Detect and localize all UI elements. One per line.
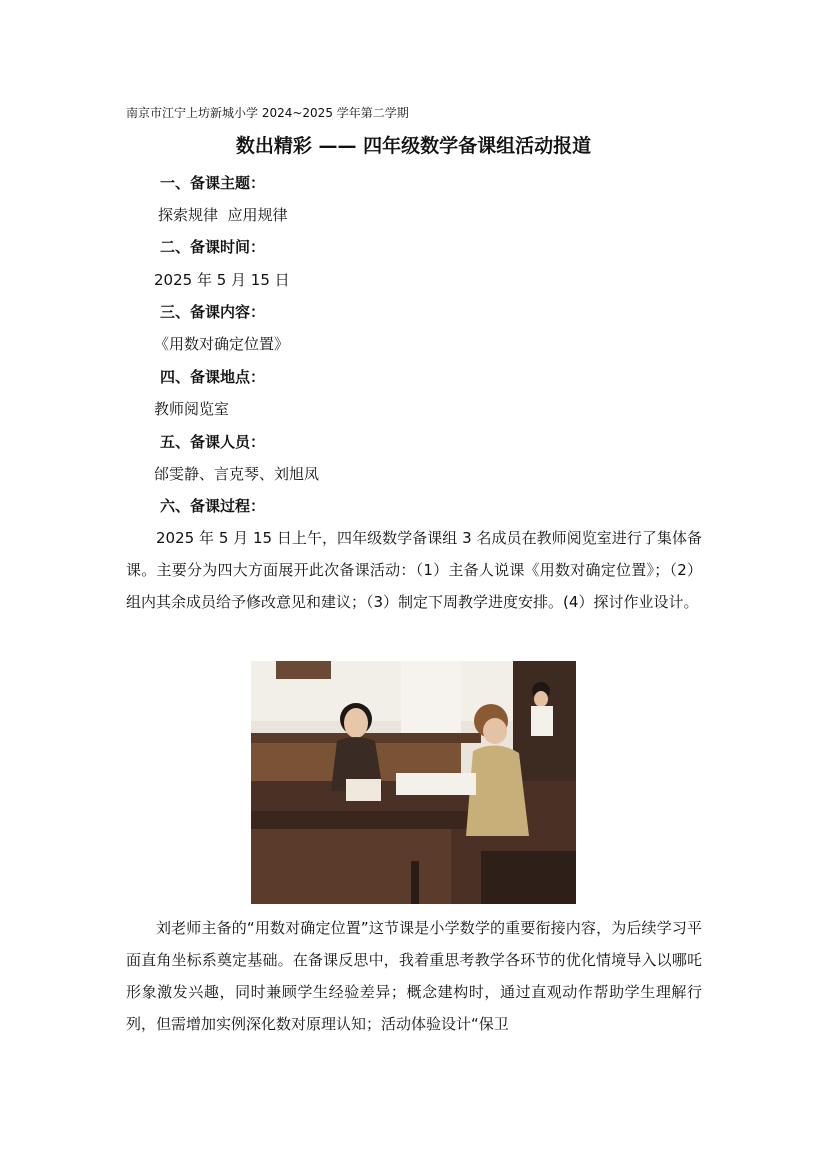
teachers-meeting-photo bbox=[251, 661, 576, 904]
section-value-location: 教师阅览室 bbox=[154, 400, 230, 418]
section-heading-content: 三、备课内容： bbox=[160, 303, 266, 321]
reflection-paragraph: 刘老师主备的“用数对确定位置”这节课是小学数学的重要衔接内容，为后续学习平面直角坐标系奠定基础。在备课反思中，我着重思考教学各环节的优化情境导入以哪吒形象激发兴趣，同时兼顾学生经验差异；概念建构时，通过直观动作帮助学生理解行列，但需增加实例深化数对原理认知；活动体验设计“保卫 bbox=[126, 919, 702, 1033]
section-heading-topic: 一、备课主题： bbox=[160, 174, 266, 192]
section-heading-time: 二、备课时间： bbox=[160, 238, 266, 256]
process-paragraph: 2025 年 5 月 15 日上午，四年级数学备课组 3 名成员在教师阅览室进行了集体备课。主要分为四大方面展开此次备课活动：（1）主备人说课《用数对确定位置》；（2）组内其余成员给予修改意见和建议；（3）制定下周教学进度安排。(4）探讨作业设计。 bbox=[126, 529, 702, 611]
school-term-header: 南京市江宁上坊新城小学 2024~2025 学年第二学期 bbox=[126, 106, 409, 120]
section-heading-location: 四、备课地点： bbox=[160, 368, 266, 386]
section-value-time: 2025 年 5 月 15 日 bbox=[154, 271, 290, 289]
page-title: 数出精彩 —— 四年级数学备课组活动报道 bbox=[235, 135, 592, 157]
section-heading-process: 六、备课过程： bbox=[160, 497, 266, 515]
section-value-content: 《用数对确定位置》 bbox=[154, 335, 290, 353]
section-value-members: 邰雯静、言克琴、刘旭凤 bbox=[154, 465, 320, 483]
section-heading-members: 五、备课人员： bbox=[160, 433, 266, 451]
section-value-topic: 探索规律 应用规律 bbox=[158, 206, 288, 224]
